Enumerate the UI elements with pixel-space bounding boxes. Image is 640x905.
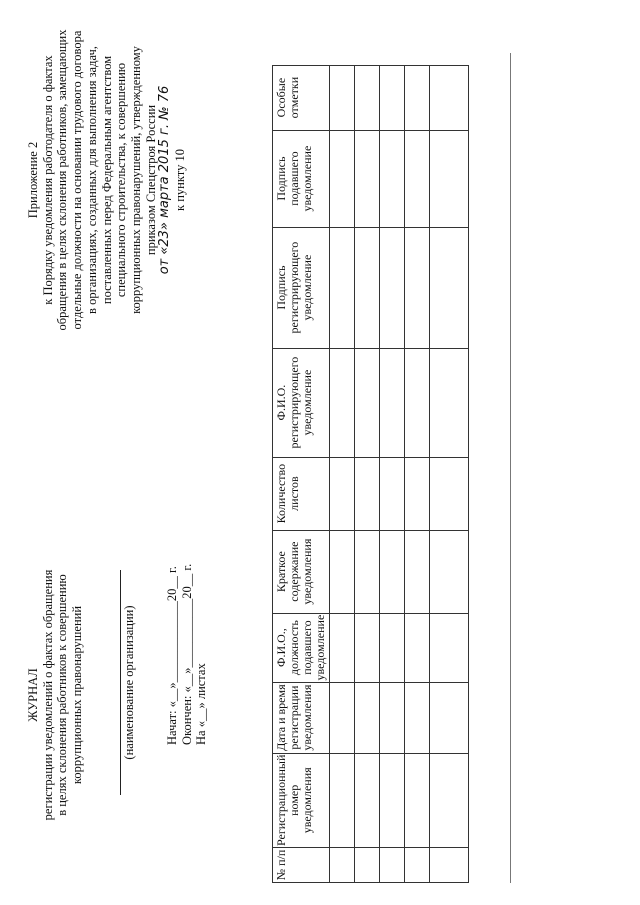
appendix-line: приказом Спецстроя России	[143, 104, 158, 256]
appendix-line: отдельные должности на основании трудового договора	[70, 30, 85, 330]
col-header-reg-number: Регистрационный номер уведомления	[273, 753, 330, 847]
table-cell[interactable]	[330, 348, 355, 457]
col-header-reg-datetime: Дата и время регистрации уведомления	[273, 682, 330, 753]
col-header-submitter-signature: Подпись подавшего уведомление	[273, 130, 330, 227]
table-cell[interactable]	[355, 65, 380, 130]
appendix-line: Приложение 2	[26, 141, 40, 219]
started-date: Начат: «__»_____________20__ г.	[165, 566, 179, 745]
table-cell[interactable]	[355, 848, 380, 883]
table-cell[interactable]	[330, 65, 355, 130]
table-cell[interactable]	[355, 613, 380, 682]
ended-date: Окончен: «__»___________20__ г.	[179, 563, 194, 745]
table-cell[interactable]	[330, 457, 355, 530]
table-cell[interactable]	[380, 530, 405, 613]
table-cell[interactable]	[430, 227, 469, 348]
table-cell[interactable]	[430, 848, 469, 883]
journal-subtitle-line: регистрации уведомлений о фактах обращения	[40, 569, 55, 821]
journal-subtitle-line: коррупционных правонарушений	[70, 605, 85, 785]
table-cell[interactable]	[330, 682, 355, 753]
table-cell[interactable]	[355, 348, 380, 457]
table-cell[interactable]	[405, 65, 430, 130]
bottom-rule	[510, 53, 511, 883]
table-cell[interactable]	[330, 613, 355, 682]
journal-header	[26, 545, 85, 845]
table-cell[interactable]	[330, 130, 355, 227]
organization-caption: (наименование организации)	[122, 605, 136, 760]
appendix-line: обращения в целях склонения работников, замещающих	[55, 29, 70, 331]
sheets-count: На «__» листах	[194, 663, 209, 745]
table-cell[interactable]	[405, 457, 430, 530]
table-row	[405, 65, 430, 882]
table-cell[interactable]	[330, 227, 355, 348]
appendix-line: специального строительства, к совершению	[114, 62, 129, 298]
table-cell[interactable]	[355, 130, 380, 227]
table-cell[interactable]	[430, 753, 469, 847]
appendix-line: в организациях, созданных для выполнения задач,	[84, 46, 99, 314]
appendix-date-line: от «23» марта 2015 г. № 76	[157, 85, 173, 275]
table-row	[430, 65, 469, 882]
table-cell[interactable]	[430, 530, 469, 613]
table-cell[interactable]	[405, 227, 430, 348]
table-cell[interactable]	[405, 682, 430, 753]
table-cell[interactable]	[405, 530, 430, 613]
table-row	[355, 65, 380, 882]
table-cell[interactable]	[355, 457, 380, 530]
organization-name-line	[120, 570, 121, 795]
journal-dates	[165, 564, 209, 745]
table-cell[interactable]	[355, 227, 380, 348]
col-header-registrar-signature: Подпись регистрирующего уведомление	[273, 227, 330, 348]
table-cell[interactable]	[405, 848, 430, 883]
table-cell[interactable]	[330, 848, 355, 883]
table-cell[interactable]	[430, 457, 469, 530]
appendix-block	[26, 20, 188, 340]
table-cell[interactable]	[380, 682, 405, 753]
table-cell[interactable]	[380, 227, 405, 348]
table-cell[interactable]	[430, 65, 469, 130]
journal-subtitle-line: в целях склонения работников к совершению	[55, 574, 70, 816]
appendix-line: к Порядку уведомления работодателя о фактах	[40, 55, 55, 305]
table-row	[380, 65, 405, 882]
table-cell[interactable]	[405, 753, 430, 847]
col-header-sheet-count: Количество листов	[273, 457, 330, 530]
col-header-number: № п/п	[273, 848, 330, 883]
registration-table	[272, 65, 469, 883]
table-cell[interactable]	[355, 530, 380, 613]
col-header-summary: Краткое содержание уведомления	[273, 530, 330, 613]
table-cell[interactable]	[355, 682, 380, 753]
table-header-row	[273, 65, 330, 882]
appendix-point: к пункту 10	[173, 149, 188, 211]
table-cell[interactable]	[380, 753, 405, 847]
table-row	[330, 65, 355, 882]
journal-title: ЖУРНАЛ	[26, 668, 40, 722]
table-cell[interactable]	[430, 682, 469, 753]
table-cell[interactable]	[380, 848, 405, 883]
table-cell[interactable]	[380, 65, 405, 130]
col-header-notes: Особые отметки	[273, 65, 330, 130]
col-header-registrar: Ф.И.О. регистрирующего уведомление	[273, 348, 330, 457]
table-cell[interactable]	[330, 530, 355, 613]
table-cell[interactable]	[330, 753, 355, 847]
table-cell[interactable]	[405, 130, 430, 227]
table-cell[interactable]	[355, 753, 380, 847]
table-cell[interactable]	[405, 613, 430, 682]
table-cell[interactable]	[405, 348, 430, 457]
table-cell[interactable]	[430, 130, 469, 227]
appendix-line: коррупционных правонарушений, утвержденному	[128, 46, 143, 314]
table-cell[interactable]	[380, 613, 405, 682]
table-cell[interactable]	[430, 613, 469, 682]
table-cell[interactable]	[380, 457, 405, 530]
table-cell[interactable]	[380, 130, 405, 227]
appendix-line: поставленных перед Федеральным агентством	[99, 55, 114, 305]
table-cell[interactable]	[380, 348, 405, 457]
col-header-submitter: Ф.И.О., должность подавшего уведомление	[273, 613, 330, 682]
table-cell[interactable]	[430, 348, 469, 457]
